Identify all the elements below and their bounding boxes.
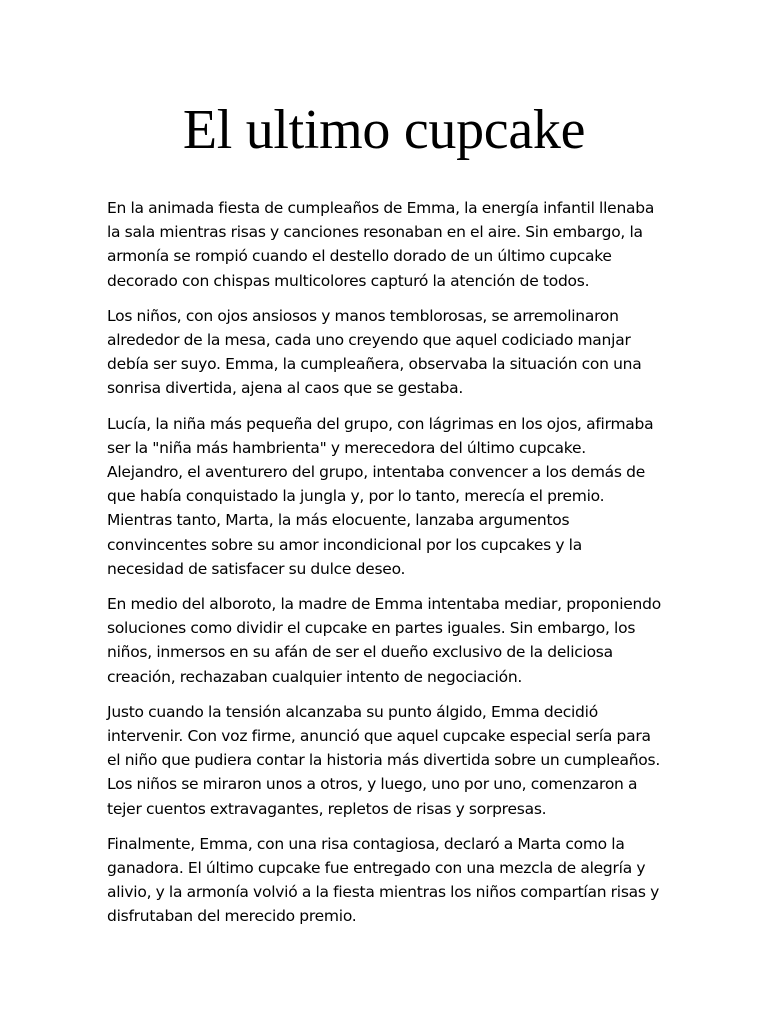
paragraph: Los niños, con ojos ansiosos y manos temblorosas, se arremolinaron alrededor de la mesa, cada uno creyendo que aquel codiciado manjar debía ser suyo. Emma, la cumpleañera, observaba la situación con una sonrisa divertida, ajena al caos que se gestaba. <box>107 306 642 398</box>
paragraph: En medio del alboroto, la madre de Emma intentaba mediar, proponiendo soluciones como dividir el cupcake en partes iguales. Sin embargo, los niños, inmersos en su afán de ser el dueño exclusivo de la deliciosa creación, rechazaban cualquier intento de negociación. <box>107 595 661 686</box>
paragraph: Lucía, la niña más pequeña del grupo, con lágrimas en los ojos, afirmaba ser la "niña más hambrienta" y merecedora del último cupcake. Alejandro, el aventurero del grupo, intentaba convencer a los demás de que había conquistado la jungla y, por lo tanto, merecía el premio. Mientras tanto, Marta, la más elocuente, lanzaba argumentos convincentes sobre su amor incondicional por los cupcakes y la necesidad de satisfacer su dulce deseo. <box>107 414 654 578</box>
paragraph: Finalmente, Emma, con una risa contagiosa, declaró a Marta como la ganadora. El último cupcake fue entregado con una mezcla de alegría y alivio, y la armonía volvió a la fiesta mientras los niños compartían risas y disfrutaban del merecido premio. <box>107 834 660 926</box>
paragraph: Justo cuando la tensión alcanzaba su punto álgido, Emma decidió intervenir. Con voz firme, anunció que aquel cupcake especial sería para el niño que pudiera contar la historia más divertida sobre un cumpleaños. Los niños se miraron unos a otros, y luego, uno por uno, comenzaron a tejer cuentos extravagantes, repletos de risas y sorpresas. <box>107 702 661 818</box>
document-body <box>107 196 663 940</box>
document-title: El ultimo cupcake <box>182 99 586 161</box>
paragraph: En la animada fiesta de cumpleaños de Emma, la energía infantil llenaba la sala mientras risas y canciones resonaban en el aire. Sin embargo, la armonía se rompió cuando el destello dorado de un último cupcake decorado con chispas multicolores capturó la atención de todos. <box>107 199 655 290</box>
